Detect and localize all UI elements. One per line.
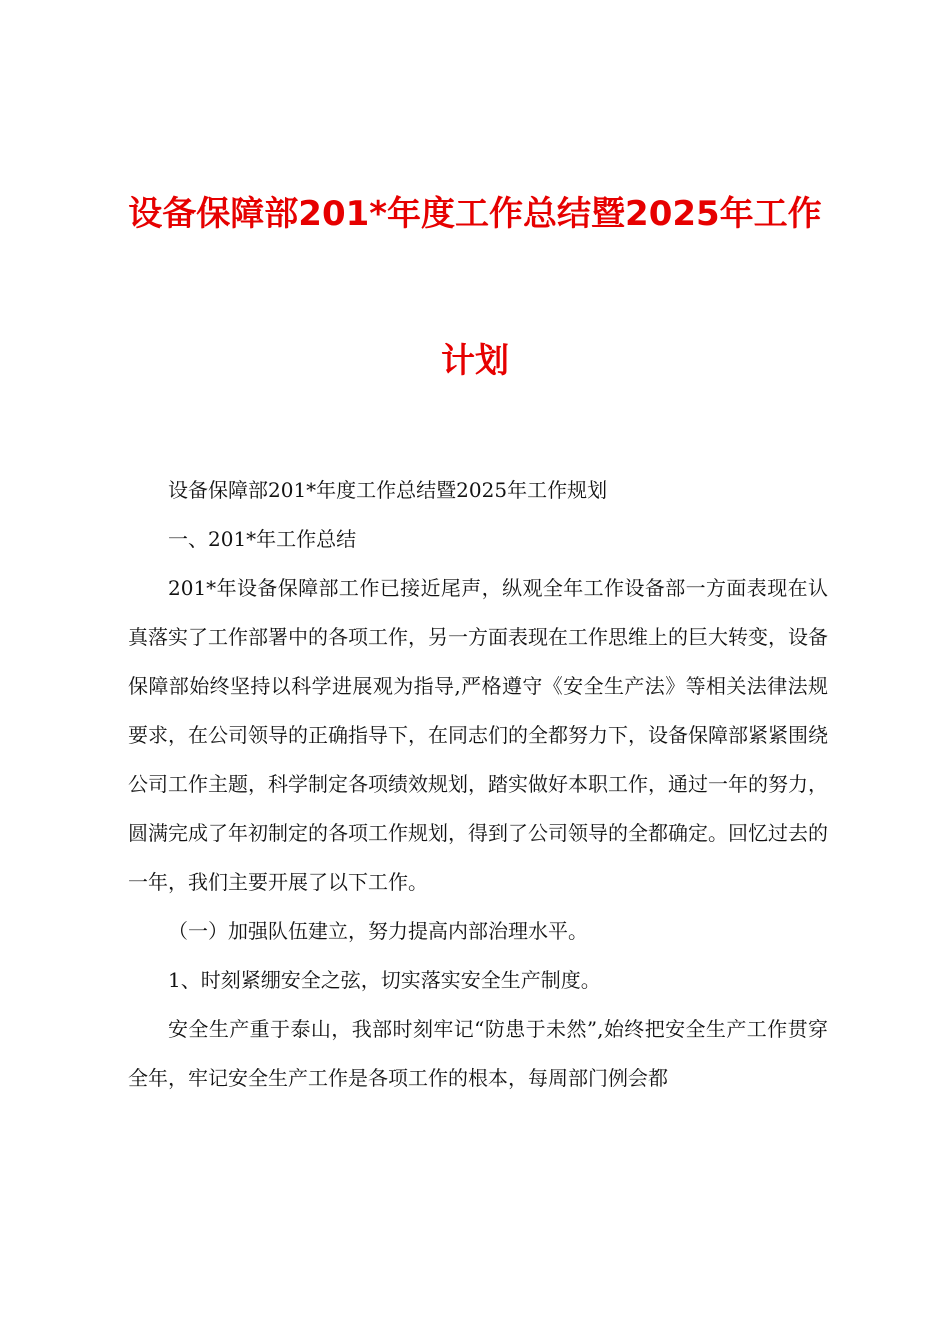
paragraph-subsection-1: （一）加强队伍建立，努力提高内部治理水平。 xyxy=(168,919,588,943)
document-body xyxy=(128,466,828,1103)
document-title-line-1: 设备保障部201*年度工作总结暨2025年工作 xyxy=(128,194,822,234)
paragraph-heading: 设备保障部201*年度工作总结暨2025年工作规划 xyxy=(168,478,608,502)
paragraph-section-title: 一、201*年工作总结 xyxy=(168,527,357,551)
paragraph-item-1: 1、时刻紧绷安全之弦，切实落实安全生产制度。 xyxy=(168,968,601,992)
document-title-line-2: 计划 xyxy=(441,341,509,381)
paragraph-safety: 安全生产重于泰山，我部时刻牢记“防患于未然”,始终把安全生产工作贯穿全年，牢记安全生产工作是各项工作的根本，每周部门例会都 xyxy=(128,1017,828,1090)
paragraph-summary: 201*年设备保障部工作已接近尾声，纵观全年工作设备部一方面表现在认真落实了工作部署中的各项工作，另一方面表现在工作思维上的巨大转变，设备保障部始终坚持以科学进展观为指导,严格遵守《安全生产法》等相关法律法规要求，在公司领导的正确指导下，在同志们的全都努力下，设备保障部紧紧围绕公司工作主题，科学制定各项绩效规划，踏实做好本职工作，通过一年的努力，圆满完成了年初制定的各项工作规划，得到了公司领导的全都确定。回忆过去的一年，我们主要开展了以下工作。 xyxy=(128,576,828,894)
